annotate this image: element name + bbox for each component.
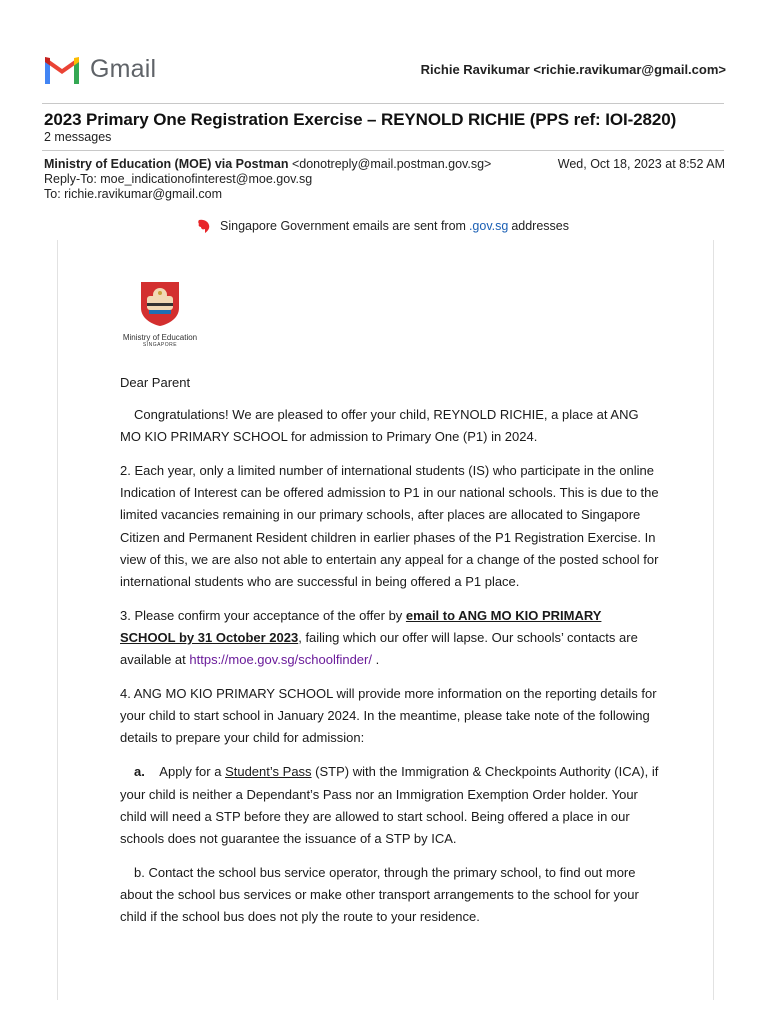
item-a bbox=[120, 761, 660, 849]
letter-body bbox=[120, 372, 660, 940]
sender-email[interactable]: <donotreply@mail.postman.gov.sg> bbox=[291, 157, 492, 171]
paragraph-3 bbox=[120, 605, 660, 671]
item-a-end: (STP) with the Immigration & Checkpoints Authority (ICA), if your child is neither a Dependant’s Pass nor an Immigration Exemption Order holder. Your child will need a STP before they are allowed to start school. Being offered a place in our schools does not guarantee the issuance of a STP by ICA. bbox=[120, 764, 659, 846]
paragraph-3-end: . bbox=[371, 652, 380, 668]
gmail-logo[interactable] bbox=[42, 54, 156, 84]
item-a-label: a. bbox=[134, 764, 145, 780]
item-a-start: Apply for a bbox=[159, 764, 226, 780]
recipient: To: richie.ravikumar@gmail.com bbox=[44, 187, 223, 201]
notice-text-end: addresses bbox=[511, 219, 570, 233]
schoolfinder-link[interactable]: https://moe.gov.sg/schoolfinder/ bbox=[189, 652, 372, 668]
gmail-m-icon bbox=[42, 54, 82, 84]
moe-crest-icon bbox=[139, 280, 181, 326]
gov-notice bbox=[196, 218, 569, 234]
moe-country: SINGAPORE bbox=[142, 342, 178, 348]
students-pass-link[interactable]: Student’s Pass bbox=[225, 764, 312, 780]
greeting: Dear Parent bbox=[120, 375, 191, 390]
paragraph-3-start: 3. Please confirm your acceptance of the offer by bbox=[120, 607, 406, 623]
account-email: Richie Ravikumar <richie.ravikumar@gmail.com> bbox=[420, 62, 726, 77]
notice-text-start: Singapore Government emails are sent from bbox=[220, 219, 466, 233]
acceptance-deadline: email to ANG MO KIO PRIMARY SCHOOL by 31 October 2023 bbox=[120, 607, 602, 645]
message-date: Wed, Oct 18, 2023 at 8:52 AM bbox=[557, 157, 725, 171]
email-subject: 2023 Primary One Registration Exercise – REYNOLD RICHIE (PPS ref: IOI-2820) bbox=[44, 110, 677, 129]
sender-line bbox=[44, 157, 491, 172]
message-count: 2 messages bbox=[44, 130, 112, 144]
moe-name: Ministry of Education bbox=[122, 333, 198, 342]
message-header bbox=[44, 157, 491, 202]
gmail-wordmark: Gmail bbox=[90, 54, 157, 83]
gov-domain: .gov.sg bbox=[468, 219, 509, 233]
lion-head-icon bbox=[196, 218, 212, 234]
paragraph-3-mid: , failing which our offer will lapse. Our schools’ contacts are available at bbox=[120, 629, 638, 668]
item-b: b. Contact the school bus service operator, through the primary school, to find out more about the school bus services or make other transport arrangements to the school for your child if the school bus does not ply the route to your residence. bbox=[120, 864, 639, 924]
reply-to: Reply-To: moe_indicationofinterest@moe.gov.sg bbox=[44, 172, 313, 186]
paragraph-4: 4. ANG MO KIO PRIMARY SCHOOL will provide more information on the reporting details for your child to start school in January 2024. In the meantime, please take note of the following details to prepare your child for admission: bbox=[120, 686, 657, 746]
moe-logo bbox=[115, 280, 205, 348]
divider bbox=[42, 150, 724, 151]
sender-name: Ministry of Education (MOE) via Postman bbox=[44, 157, 289, 171]
paragraph-1: Congratulations! We are pleased to offer your child, REYNOLD RICHIE, a place at ANG MO KIO PRIMARY SCHOOL for admission to Primary One (P1) in 2024. bbox=[120, 407, 639, 445]
paragraph-2: 2. Each year, only a limited number of international students (IS) who participate in the online Indication of Interest can be offered admission to P1 in our national schools. This is due to the limited vacancies remaining in our primary schools, after places are allocated to Singapore Citizen and Permanent Resident children in earlier phases of the P1 Registration Exercise. In view of this, we are also not able to entertain any appeal for a change of the posted school for international students who are successful in being offered a P1 place. bbox=[120, 463, 659, 589]
divider bbox=[42, 103, 724, 104]
gmail-header bbox=[42, 52, 726, 88]
